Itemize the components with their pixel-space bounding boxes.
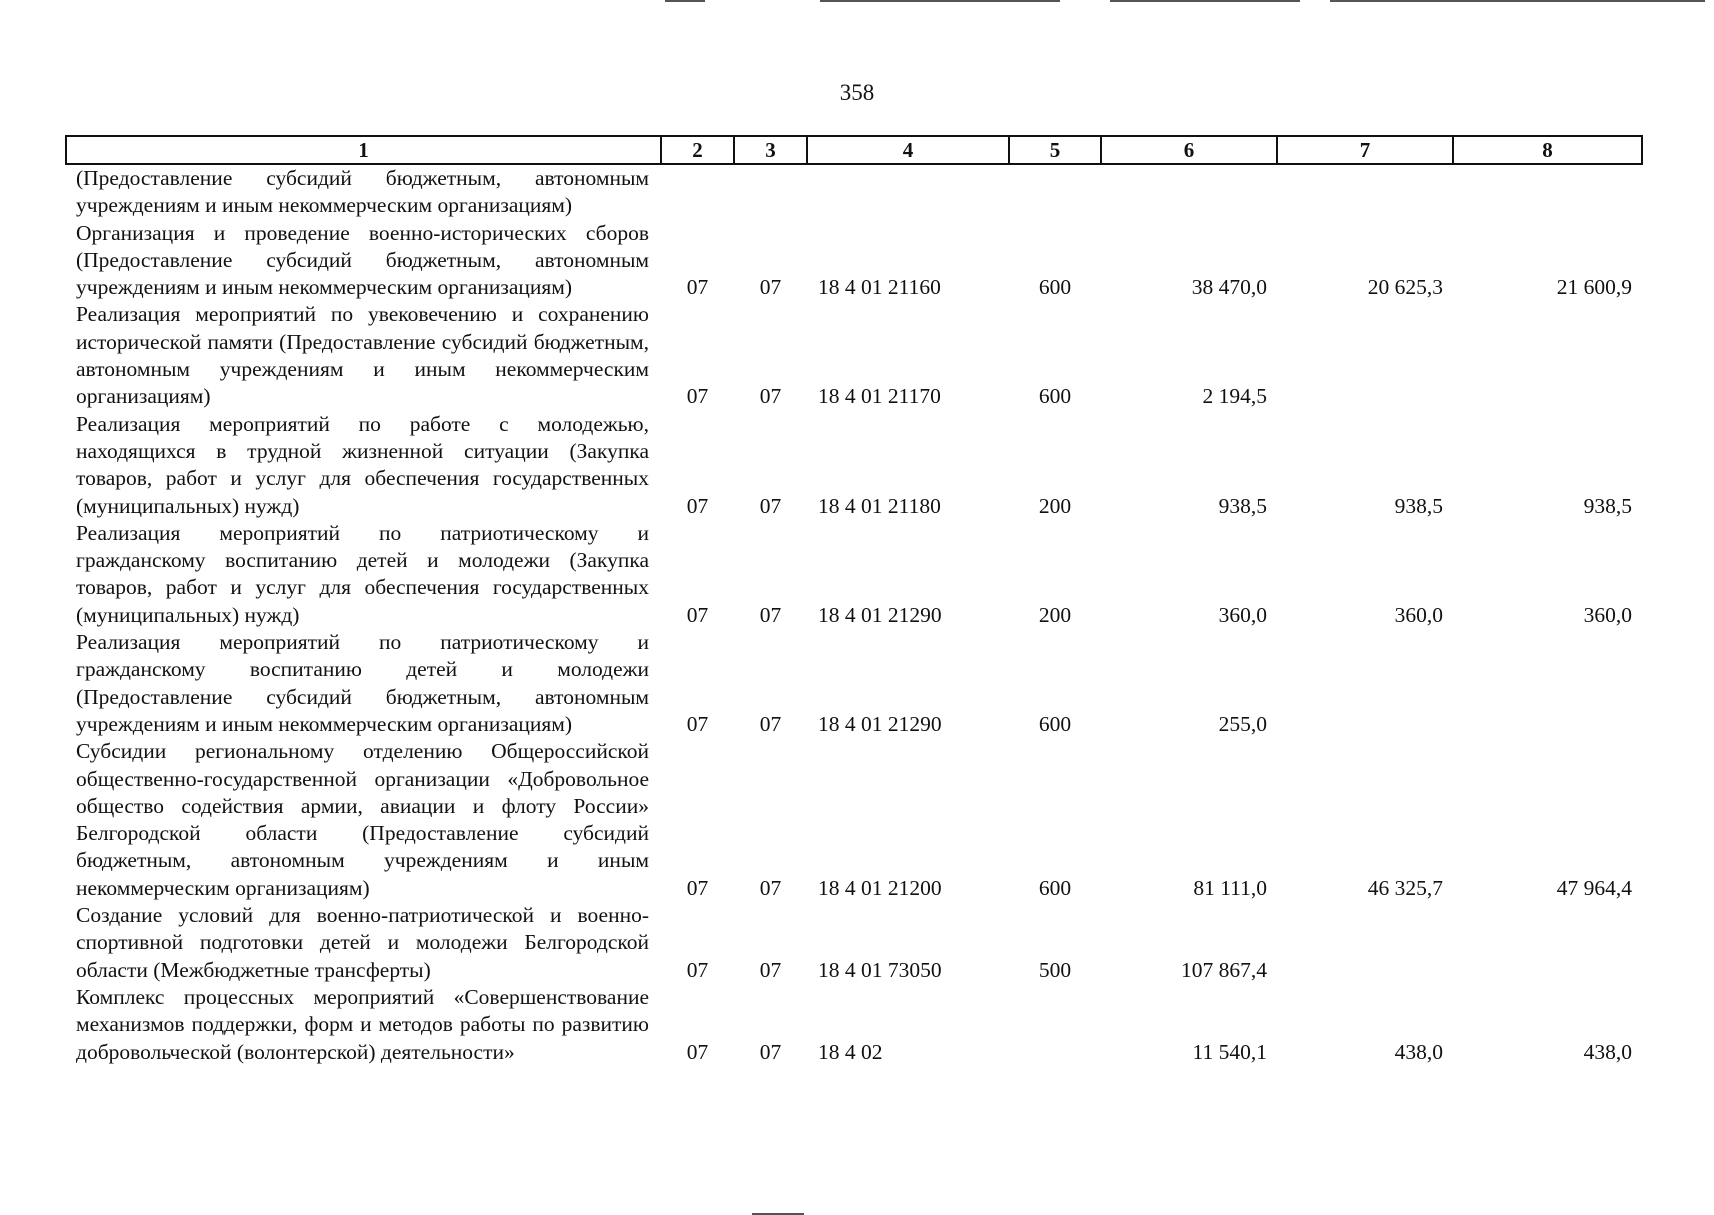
column-header: 2	[661, 136, 734, 164]
row-amount-col8	[1453, 301, 1642, 410]
table-row	[66, 164, 1642, 220]
row-description: Реализация мероприятий по патриотическому и гражданскому воспитанию детей и молодежи (Предоставление субсидий бюджетным, автономным учреждениям и иным некоммерческим организациям)	[76, 630, 649, 736]
row-target-article: 18 4 01 73050	[818, 957, 942, 982]
row-subsection: 07	[759, 602, 782, 627]
row-expense-type: 600	[1038, 384, 1072, 409]
row-expense-type: 600	[1038, 711, 1072, 736]
page-number: 358	[839, 80, 875, 105]
row-expense-type	[1009, 984, 1101, 1066]
table-row	[66, 220, 1642, 302]
top-scan-line	[820, 0, 1060, 2]
row-amount-col8: 47 964,4	[1556, 875, 1632, 900]
row-description: Субсидии региональному отделению Общероссийской общественно-государственной организации «Добровольное общество содействия армии, авиации и флоту России» Белгородской области (Предоставление субсидий бюджетным, автономным учреждениям и иным некоммерческим организациям)	[76, 739, 649, 900]
row-target-article: 18 4 01 21180	[818, 493, 941, 518]
row-target-article: 18 4 01 21200	[818, 875, 942, 900]
row-amount-col7	[1277, 301, 1453, 410]
column-header: 5	[1009, 136, 1101, 164]
row-description: Реализация мероприятий по работе с молодежью, находящихся в трудной жизненной ситуации (Закупка товаров, работ и услуг для обеспечения государственных (муниципальных) нужд)	[76, 411, 649, 518]
row-amount-col6	[1101, 164, 1277, 220]
row-amount-col7: 360,0	[1394, 602, 1443, 627]
top-scan-line	[1330, 0, 1705, 2]
row-amount-col7: 20 625,3	[1367, 275, 1443, 300]
row-amount-col6: 938,5	[1218, 493, 1267, 518]
row-section: 07	[686, 711, 709, 736]
row-amount-col7	[1277, 902, 1453, 984]
table-row	[66, 520, 1642, 629]
row-description: Комплекс процессных мероприятий «Совершенствование механизмов поддержки, форм и методов работы по развитию добровольческой (волонтерской) деятельности»	[76, 984, 649, 1064]
column-header: 6	[1101, 136, 1277, 164]
row-subsection: 07	[759, 384, 782, 409]
row-subsection: 07	[759, 957, 782, 982]
row-section: 07	[686, 493, 709, 518]
column-header: 4	[807, 136, 1009, 164]
row-subsection: 07	[759, 275, 782, 300]
row-amount-col6: 360,0	[1218, 602, 1267, 627]
row-description: (Предоставление субсидий бюджетным, автономным учреждениям и иным некоммерческим организациям)	[76, 166, 649, 218]
row-amount-col8	[1453, 902, 1642, 984]
top-scan-line	[665, 0, 705, 2]
row-section: 07	[686, 384, 709, 409]
row-description: Организация и проведение военно-исторических сборов (Предоставление субсидий бюджетным, автономным учреждениям и иным некоммерческим организациям)	[76, 220, 649, 300]
row-target-article	[807, 164, 1009, 220]
row-subsection: 07	[759, 1039, 782, 1064]
row-expense-type: 600	[1038, 275, 1072, 300]
row-expense-type	[1009, 164, 1101, 220]
table-header-row	[66, 136, 1642, 164]
row-section: 07	[686, 875, 709, 900]
row-section	[661, 164, 734, 220]
row-description: Реализация мероприятий по патриотическому и гражданскому воспитанию детей и молодежи (Закупка товаров, работ и услуг для обеспечения государственных (муниципальных) нужд)	[76, 520, 649, 627]
table-row	[66, 738, 1642, 902]
row-description: Создание условий для военно-патриотической и военно-спортивной подготовки детей и молодежи Белгородской области (Межбюджетные трансферты)	[76, 903, 649, 982]
row-amount-col6: 11 540,1	[1192, 1039, 1267, 1064]
row-amount-col8	[1453, 164, 1642, 220]
row-subsection: 07	[759, 493, 782, 518]
column-header: 8	[1453, 136, 1642, 164]
table-row	[66, 902, 1642, 984]
row-amount-col7: 46 325,7	[1367, 875, 1443, 900]
row-expense-type: 200	[1038, 493, 1072, 518]
table-row	[66, 629, 1642, 738]
row-target-article: 18 4 01 21160	[818, 275, 941, 300]
budget-table	[65, 135, 1643, 1066]
row-amount-col6: 38 470,0	[1191, 275, 1267, 300]
row-description: Реализация мероприятий по увековечению и сохранению исторической памяти (Предоставление субсидий бюджетным, автономным учреждениям и иным некоммерческим организациям)	[76, 302, 649, 409]
row-target-article: 18 4 02	[818, 1039, 883, 1064]
row-amount-col8	[1453, 629, 1642, 738]
row-amount-col7	[1277, 629, 1453, 738]
row-section: 07	[686, 957, 709, 982]
table-row	[66, 411, 1642, 520]
row-amount-col8: 938,5	[1583, 493, 1632, 518]
row-subsection: 07	[759, 875, 782, 900]
row-expense-type: 200	[1038, 602, 1072, 627]
row-target-article: 18 4 01 21290	[818, 602, 942, 627]
row-amount-col6: 81 111,0	[1193, 875, 1267, 900]
row-amount-col8: 438,0	[1583, 1039, 1632, 1064]
row-amount-col6: 255,0	[1218, 711, 1267, 736]
row-amount-col6: 107 867,4	[1181, 957, 1267, 982]
row-amount-col8: 21 600,9	[1556, 275, 1632, 300]
table-body	[66, 164, 1642, 1066]
row-target-article: 18 4 01 21170	[818, 384, 941, 409]
column-header: 3	[734, 136, 807, 164]
row-subsection: 07	[759, 711, 782, 736]
row-amount-col7: 938,5	[1394, 493, 1443, 518]
row-amount-col7: 438,0	[1394, 1039, 1443, 1064]
row-subsection	[734, 164, 807, 220]
row-amount-col6: 2 194,5	[1202, 384, 1267, 409]
table-row	[66, 984, 1642, 1066]
row-amount-col8: 360,0	[1583, 602, 1632, 627]
top-scan-line	[1110, 0, 1300, 2]
row-target-article: 18 4 01 21290	[818, 711, 942, 736]
row-section: 07	[686, 275, 709, 300]
row-section: 07	[686, 602, 709, 627]
column-header: 1	[66, 136, 661, 164]
row-amount-col7	[1277, 164, 1453, 220]
row-expense-type: 500	[1038, 957, 1072, 982]
column-header: 7	[1277, 136, 1453, 164]
row-section: 07	[686, 1039, 709, 1064]
row-expense-type: 600	[1038, 875, 1072, 900]
table-row	[66, 301, 1642, 410]
